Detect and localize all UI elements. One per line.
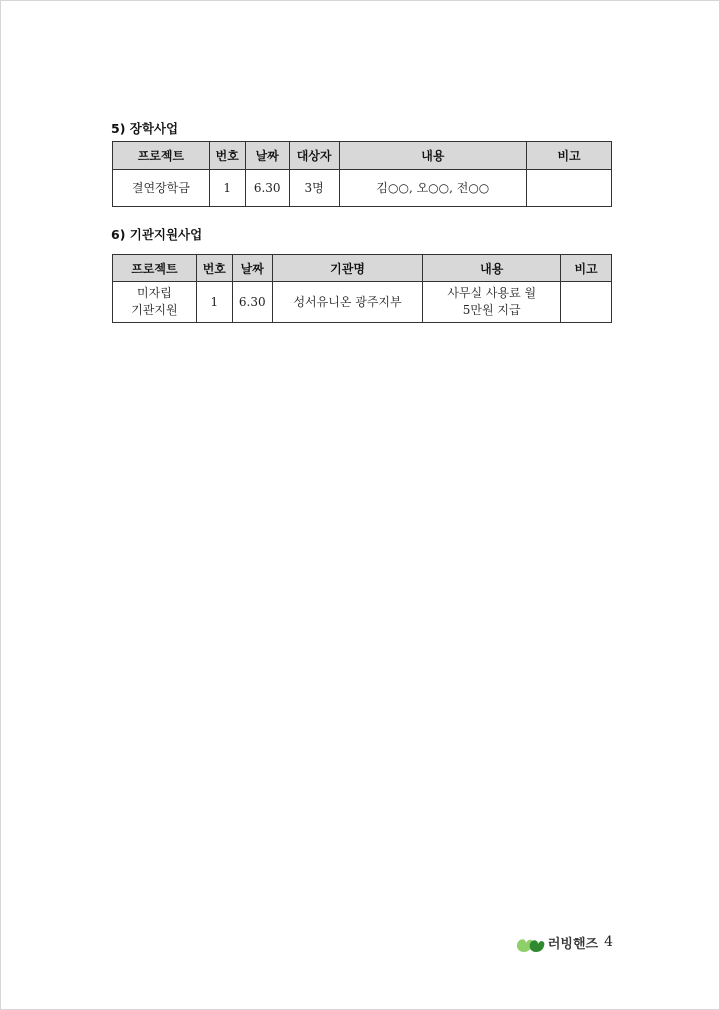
header-number: 번호	[209, 142, 245, 170]
header-date: 날짜	[232, 255, 272, 282]
table-row	[113, 170, 612, 207]
header-project: 프로젝트	[113, 255, 197, 282]
header-institution: 기관명	[272, 255, 423, 282]
cell-project	[113, 282, 197, 323]
header-content: 내용	[339, 142, 527, 170]
table-header-row	[113, 255, 612, 282]
table-row	[113, 282, 612, 323]
scholarship-table	[112, 141, 612, 207]
header-number: 번호	[196, 255, 232, 282]
cell-project-line1: 미자립	[137, 286, 172, 300]
section-5-heading: 5) 장학사업	[111, 121, 179, 136]
header-content: 내용	[423, 255, 561, 282]
cell-project-line2: 기관지원	[131, 303, 178, 317]
cell-note	[527, 170, 612, 207]
cell-date: 6.30	[245, 170, 289, 207]
header-date: 날짜	[245, 142, 289, 170]
cell-content-line2: 5만원 지급	[462, 303, 521, 317]
cell-note	[561, 282, 612, 323]
cell-number: 1	[209, 170, 245, 207]
cell-content	[423, 282, 561, 323]
cell-content-line1: 사무실 사용료 월	[447, 286, 537, 300]
header-note: 비고	[527, 142, 612, 170]
header-note: 비고	[561, 255, 612, 282]
header-recipients: 대상자	[289, 142, 339, 170]
header-project: 프로젝트	[113, 142, 210, 170]
loving-hands-logo-icon	[515, 931, 545, 953]
cell-project: 결연장학금	[113, 170, 210, 207]
cell-content: 김○○, 오○○, 전○○	[339, 170, 527, 207]
page-footer	[515, 931, 613, 953]
brand-name: 러빙핸즈	[547, 936, 599, 952]
page-number: 4	[604, 934, 613, 950]
cell-date: 6.30	[232, 282, 272, 323]
table-header-row	[113, 142, 612, 170]
section-6-heading: 6) 기관지원사업	[111, 227, 203, 242]
cell-recipients: 3명	[289, 170, 339, 207]
cell-institution: 성서유니온 광주지부	[272, 282, 423, 323]
institution-support-table	[112, 254, 612, 323]
cell-number: 1	[196, 282, 232, 323]
